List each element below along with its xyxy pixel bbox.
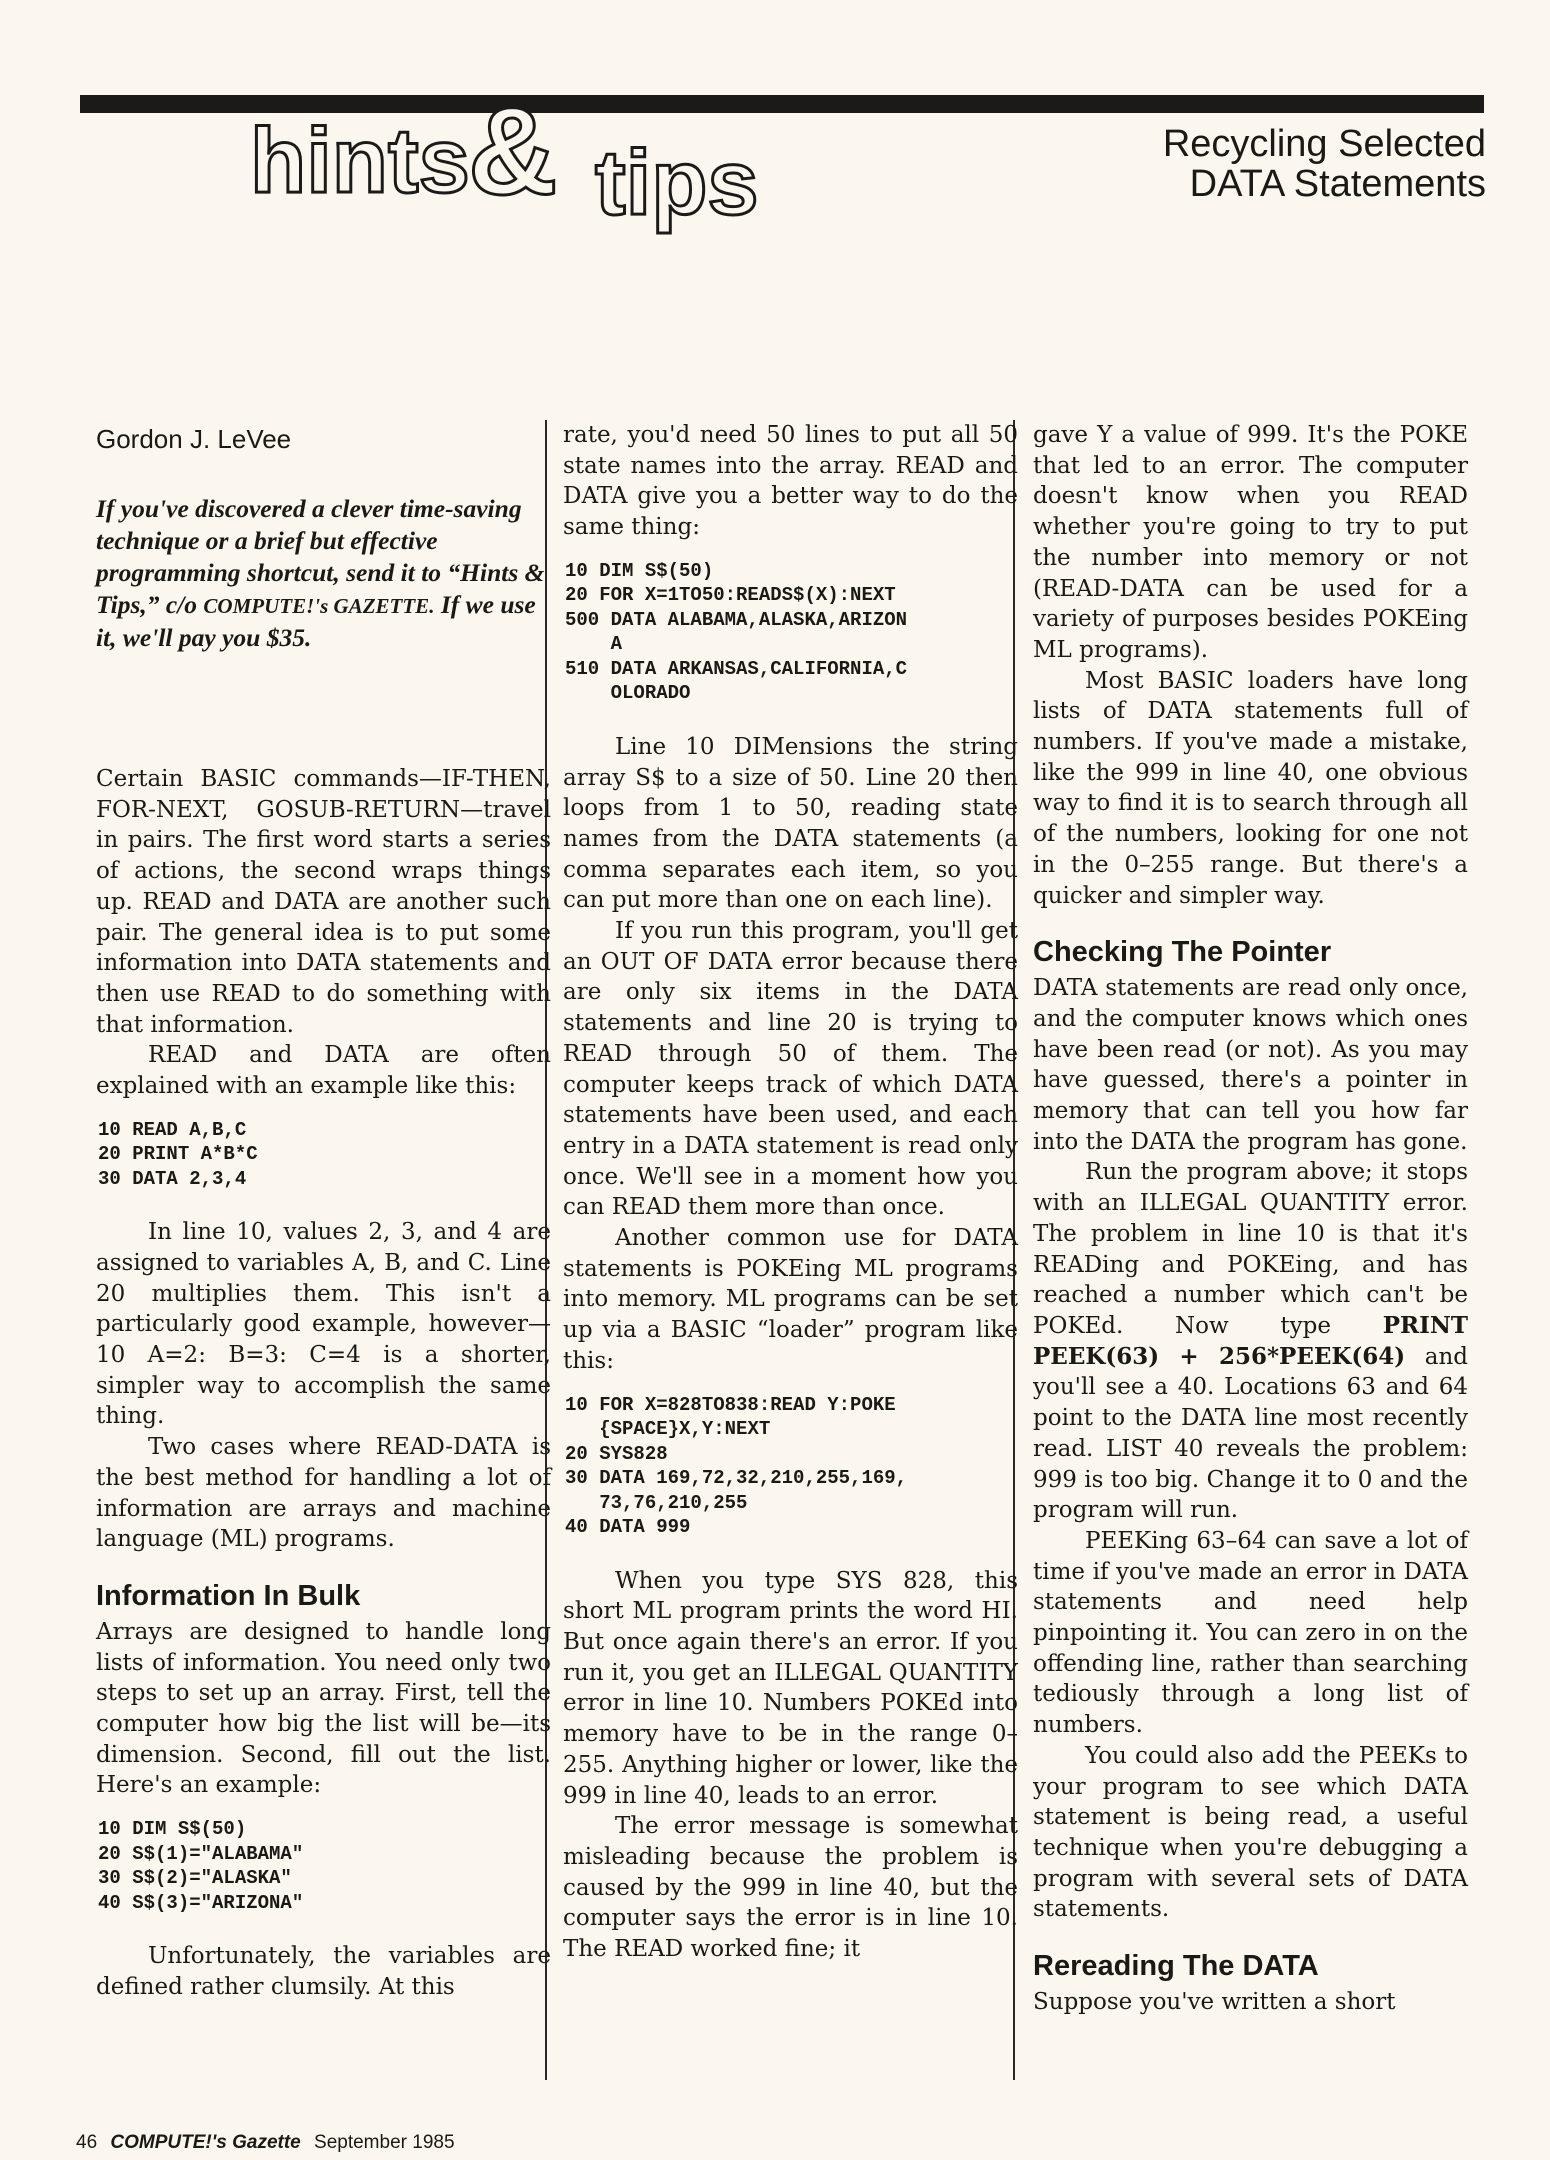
code-listing: 10 DIM S$(50) 20 S$(1)="ALABAMA" 30 S$(2)="ALASKA" 40 S$(3)="ARIZONA" — [98, 1818, 304, 1914]
page-number: 46 — [76, 2132, 98, 2153]
footer-date: September 1985 — [314, 2132, 455, 2153]
paragraph — [1033, 1157, 1468, 1525]
logo-word-tips: tips — [595, 132, 759, 234]
footer-magazine: COMPUTE!'s Gazette — [110, 2132, 301, 2153]
intro-text-2: If we use it, we'll pay you $35. — [96, 590, 536, 652]
paragraph: Another common use for DATA statements is POKEing ML programs into memory. ML programs can be set up via a BASIC “loader” program like this: — [563, 1225, 1018, 1374]
paragraph: READ and DATA are often explained with an example like this: — [96, 1042, 551, 1100]
paragraph: Most BASIC loaders have long lists of DATA statements full of numbers. If you've made a mistake, like the 999 in line 40, one obvious way to find it is to search through all of the numbers, looking for one not in the 0–255 range. But there's a quicker and simpler way. — [1033, 667, 1468, 909]
title-line-2: DATA Statements — [1189, 163, 1486, 205]
section-heading: Information In Bulk — [96, 1579, 361, 1612]
paragraph: Line 10 DIMensions the string array S$ to a size of 50. Line 20 then loops from 1 to 50, reading state names from the DATA statements (a comma separates each item, so you can put more than one on each line). — [563, 733, 1018, 914]
paragraph-text: and you'll see a 40. Locations 63 and 64 point to the DATA line most recently read. LIST 40 reveals the problem: 999 is too big. Change it to 0 and the program will run. — [1033, 1343, 1469, 1524]
paragraph: Suppose you've written a short — [1033, 1989, 1396, 2016]
paragraph: You could also add the PEEKs to your program to see which DATA statement is being read, a useful technique when you're debugging a program with several sets of DATA statements. — [1033, 1742, 1468, 1923]
section-heading: Rereading The DATA — [1033, 1950, 1319, 1983]
paragraph: Certain BASIC commands—IF-THEN, FOR-NEXT, GOSUB-RETURN—travel in pairs. The first word starts a series of actions, the second wraps things up. READ and DATA are another such pair. The general idea is to put some information into DATA statements and then use READ to do something with that information. — [96, 766, 551, 1038]
inline-command: PRINT PEEK(63) + 256*PEEK(64) — [1033, 1311, 1468, 1370]
code-listing: 10 READ A,B,C 20 PRINT A*B*C 30 DATA 2,3,4 — [98, 1118, 258, 1190]
paragraph: Two cases where READ-DATA is the best method for handling a lot of information are arrays and machine language (ML) programs. — [96, 1434, 551, 1553]
code-listing: 10 DIM S$(50) 20 FOR X=1TO50:READS$(X):NEXT 500 DATA ALABAMA,ALASKA,ARIZON A 510 DATA ARKANSAS,CALIFORNIA,C OLORADO — [565, 559, 908, 705]
author-byline: Gordon J. LeVee — [96, 424, 292, 454]
column-2 — [563, 420, 1018, 1965]
paragraph: rate, you'd need 50 lines to put all 50 state names into the array. READ and DATA give you a better way to do the same thing: — [563, 422, 1018, 541]
section-heading: Checking The Pointer — [1033, 936, 1332, 969]
logo-graphic — [250, 84, 790, 244]
intro-blurb — [96, 493, 551, 654]
column-1 — [96, 420, 551, 2003]
column-3 — [1033, 420, 1468, 2018]
intro-magazine: COMPUTE!'s GAZETTE. — [203, 594, 435, 618]
paragraph: If you run this program, you'll get an OUT OF DATA error because there are only six items in the DATA statements and line 20 is trying to READ through 50 of them. The computer keeps track of which DATA statements have been used, and each entry in a DATA statement is read only once. We'll see in a moment how you can READ them more than once. — [563, 918, 1018, 1221]
paragraph-text: Run the program above; it stops with an ILLEGAL QUANTITY error. The problem in line 10 is that it's READing and POKEing, and has reached a number which can't be POKEd. Now type — [1033, 1159, 1468, 1339]
intro-text-1: If you've discovered a clever time-saving technique or a brief but effective programming shortcut, send it to “Hints & Tips,” c/o — [96, 494, 545, 619]
paragraph: DATA statements are read only once, and the computer knows which ones have been read (or not). As you may have guessed, there's a pointer in memory that can tell you how far into the DATA the program has gone. — [1033, 975, 1468, 1155]
paragraph: Arrays are designed to handle long lists of information. You need only two steps to set up an array. First, tell the computer how big the list will be—its dimension. Second, fill out the list. Here's an example: — [96, 1618, 551, 1799]
code-listing: 10 FOR X=828TO838:READ Y:POKE {SPACE}X,Y:NEXT 20 SYS828 30 DATA 169,72,32,210,255,169, 73,76,210,255 40 DATA 999 — [565, 1393, 908, 1539]
paragraph: PEEKing 63–64 can save a lot of time if you've made an error in DATA statements and need help pinpointing it. You can zero in on the offending line, rather than searching tediously through a long list of numbers. — [1033, 1527, 1468, 1739]
logo-ampersand: & — [468, 83, 558, 221]
hints-and-tips-logo — [250, 84, 790, 244]
logo-word-hints: hints — [250, 110, 470, 212]
page-footer — [76, 2132, 455, 2154]
article-title — [1066, 124, 1486, 204]
paragraph: When you type SYS 828, this short ML program prints the word HI. But once again there's an error. If you run it, you get an ILLEGAL QUANTITY error in line 10. Numbers POKEd into memory have to be in the range 0–255. Anything higher or lower, like the 999 in line 40, leads to an error. — [563, 1567, 1018, 1809]
paragraph: In line 10, values 2, 3, and 4 are assigned to variables A, B, and C. Line 20 multiplies them. This isn't a particularly good example, however—10 A=2: B=3: C=4 is a shorter, simpler way to accomplish the same thing. — [96, 1219, 551, 1430]
title-line-1: Recycling Selected — [1162, 123, 1486, 165]
paragraph: Unfortunately, the variables are defined rather clumsily. At this — [96, 1943, 551, 2000]
paragraph: The error message is somewhat misleading because the problem is caused by the 999 in line 40, but the computer says the error is in line 10. The READ worked fine; it — [563, 1813, 1018, 1963]
paragraph: gave Y a value of 999. It's the POKE that led to an error. The computer doesn't know when you READ whether you're going to try to put the number into memory or not (READ-DATA can be used for a variety of purposes besides POKEing ML programs). — [1033, 422, 1468, 663]
